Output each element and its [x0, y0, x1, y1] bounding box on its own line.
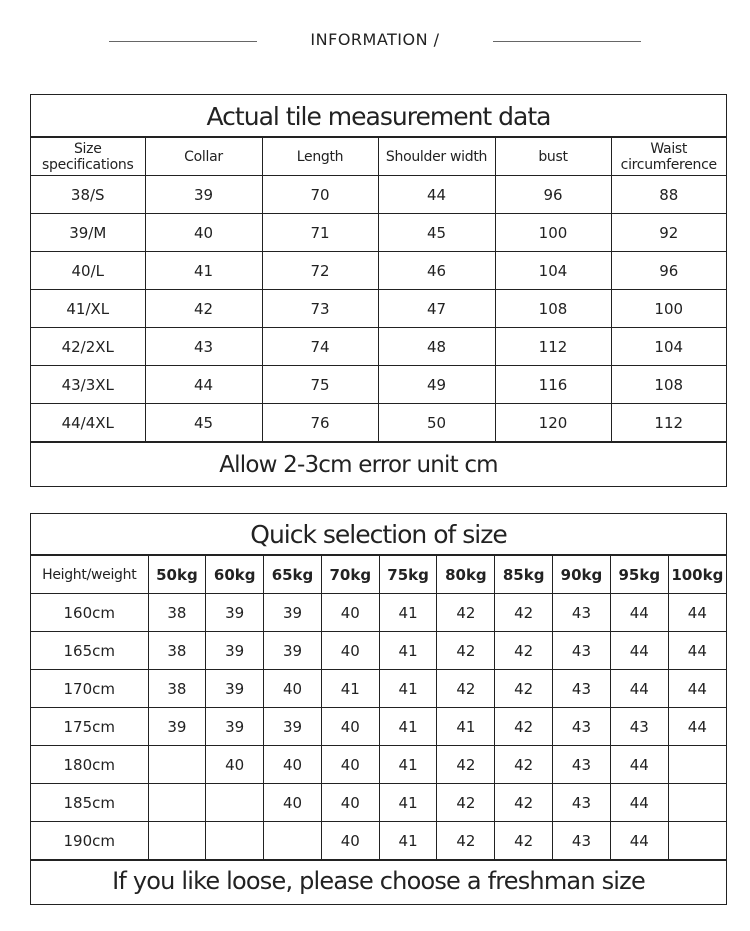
measurement-header-cell	[262, 138, 378, 176]
size-label-cell: 40/L	[31, 252, 145, 290]
measurement-value-cell: 40	[145, 214, 262, 252]
size-recommendation-cell: 44	[610, 594, 668, 632]
quick-selection-table	[31, 555, 726, 860]
size-recommendation-cell	[668, 822, 726, 860]
size-recommendation-cell: 40	[321, 746, 379, 784]
measurement-row	[31, 328, 726, 366]
size-recommendation-cell: 41	[379, 594, 437, 632]
size-recommendation-cell: 39	[206, 594, 264, 632]
size-recommendation-cell	[206, 822, 264, 860]
size-recommendation-cell	[668, 746, 726, 784]
measurement-value-cell: 112	[611, 404, 726, 442]
measurement-value-cell: 108	[495, 290, 611, 328]
size-label-cell: 44/4XL	[31, 404, 145, 442]
size-recommendation-cell: 39	[148, 708, 206, 746]
size-recommendation-cell: 44	[668, 708, 726, 746]
size-recommendation-cell: 43	[553, 822, 611, 860]
height-label-cell: 190cm	[31, 822, 148, 860]
weight-header-cell: 100kg	[668, 556, 726, 594]
size-recommendation-cell: 43	[553, 670, 611, 708]
section-heading: INFORMATION /	[310, 30, 440, 49]
measurement-value-cell: 48	[378, 328, 495, 366]
size-recommendation-cell	[148, 822, 206, 860]
size-recommendation-cell	[264, 822, 322, 860]
header-right-divider	[493, 41, 641, 42]
quick-selection-row	[31, 708, 726, 746]
size-recommendation-cell: 43	[553, 632, 611, 670]
size-recommendation-cell: 40	[264, 784, 322, 822]
measurement-row	[31, 176, 726, 214]
size-recommendation-cell: 40	[321, 632, 379, 670]
height-label-cell: 160cm	[31, 594, 148, 632]
quick-selection-row	[31, 784, 726, 822]
size-recommendation-cell: 38	[148, 594, 206, 632]
size-recommendation-cell: 43	[553, 784, 611, 822]
measurement-header-text: circumference	[620, 156, 717, 173]
weight-header-cell: 65kg	[264, 556, 322, 594]
measurement-value-cell: 45	[378, 214, 495, 252]
size-recommendation-cell: 40	[321, 708, 379, 746]
height-label-cell: 185cm	[31, 784, 148, 822]
size-label-cell: 42/2XL	[31, 328, 145, 366]
measurement-value-cell: 44	[145, 366, 262, 404]
size-recommendation-cell: 39	[206, 708, 264, 746]
measurement-title: Actual tile measurement data	[31, 95, 726, 137]
size-recommendation-cell: 44	[610, 784, 668, 822]
measurement-row	[31, 290, 726, 328]
measurement-table	[31, 137, 726, 442]
size-recommendation-cell: 44	[668, 670, 726, 708]
measurement-value-cell: 92	[611, 214, 726, 252]
size-recommendation-cell: 42	[437, 822, 495, 860]
size-recommendation-cell: 38	[148, 632, 206, 670]
size-recommendation-cell: 40	[321, 784, 379, 822]
measurement-value-cell: 88	[611, 176, 726, 214]
size-recommendation-cell: 39	[206, 670, 264, 708]
measurement-value-cell: 108	[611, 366, 726, 404]
height-label-cell: 180cm	[31, 746, 148, 784]
measurement-value-cell: 76	[262, 404, 378, 442]
size-recommendation-cell: 42	[495, 708, 553, 746]
height-weight-corner-cell: Height/weight	[31, 556, 148, 594]
quick-selection-row	[31, 822, 726, 860]
measurement-value-cell: 39	[145, 176, 262, 214]
measurement-value-cell: 49	[378, 366, 495, 404]
measurement-panel	[30, 94, 727, 487]
size-recommendation-cell: 42	[495, 746, 553, 784]
weight-header-cell: 80kg	[437, 556, 495, 594]
size-recommendation-cell: 39	[206, 632, 264, 670]
size-recommendation-cell	[148, 784, 206, 822]
size-recommendation-cell: 42	[495, 822, 553, 860]
size-recommendation-cell: 42	[495, 670, 553, 708]
measurement-value-cell: 42	[145, 290, 262, 328]
size-recommendation-cell: 44	[668, 594, 726, 632]
measurement-value-cell: 45	[145, 404, 262, 442]
size-recommendation-cell: 40	[321, 822, 379, 860]
weight-header-cell: 75kg	[379, 556, 437, 594]
measurement-value-cell: 72	[262, 252, 378, 290]
measurement-value-cell: 104	[495, 252, 611, 290]
size-recommendation-cell: 44	[610, 746, 668, 784]
measurement-header-text: Shoulder width	[385, 148, 488, 165]
size-recommendation-cell: 44	[610, 632, 668, 670]
size-recommendation-cell: 44	[668, 632, 726, 670]
quick-selection-panel	[30, 513, 727, 905]
size-recommendation-cell: 41	[379, 784, 437, 822]
measurement-value-cell: 43	[145, 328, 262, 366]
weight-header-cell: 50kg	[148, 556, 206, 594]
measurement-value-cell: 100	[495, 214, 611, 252]
size-recommendation-cell: 41	[379, 822, 437, 860]
size-label-cell: 38/S	[31, 176, 145, 214]
size-recommendation-cell: 42	[495, 632, 553, 670]
header-left-divider	[109, 41, 257, 42]
size-recommendation-cell: 42	[495, 594, 553, 632]
measurement-value-cell: 120	[495, 404, 611, 442]
measurement-value-cell: 74	[262, 328, 378, 366]
measurement-header-cell	[495, 138, 611, 176]
size-recommendation-cell: 39	[264, 594, 322, 632]
quick-selection-row	[31, 594, 726, 632]
measurement-header-text: Collar	[184, 148, 223, 165]
measurement-header-text: Size	[73, 140, 102, 157]
measurement-footer-note: Allow 2-3cm error unit cm	[31, 442, 726, 485]
quick-selection-footer-note: If you like loose, please choose a freshman size	[31, 860, 726, 901]
measurement-header-text: specifications	[42, 156, 134, 173]
measurement-value-cell: 47	[378, 290, 495, 328]
weight-header-cell: 85kg	[495, 556, 553, 594]
measurement-row	[31, 214, 726, 252]
size-recommendation-cell: 42	[437, 746, 495, 784]
measurement-header-cell	[145, 138, 262, 176]
size-label-cell: 39/M	[31, 214, 145, 252]
size-recommendation-cell: 40	[264, 746, 322, 784]
size-recommendation-cell: 41	[321, 670, 379, 708]
quick-selection-row	[31, 632, 726, 670]
size-recommendation-cell: 43	[553, 746, 611, 784]
measurement-value-cell: 41	[145, 252, 262, 290]
weight-header-cell: 95kg	[610, 556, 668, 594]
height-label-cell: 165cm	[31, 632, 148, 670]
measurement-header-cell	[31, 138, 145, 176]
size-recommendation-cell: 42	[437, 632, 495, 670]
measurement-row	[31, 366, 726, 404]
size-recommendation-cell: 38	[148, 670, 206, 708]
height-label-cell: 175cm	[31, 708, 148, 746]
measurement-value-cell: 44	[378, 176, 495, 214]
quick-selection-row	[31, 746, 726, 784]
measurement-value-cell: 96	[611, 252, 726, 290]
size-recommendation-cell	[206, 784, 264, 822]
measurement-value-cell: 71	[262, 214, 378, 252]
measurement-row	[31, 404, 726, 442]
weight-header-cell: 90kg	[553, 556, 611, 594]
size-recommendation-cell: 39	[264, 632, 322, 670]
size-recommendation-cell: 41	[379, 632, 437, 670]
size-recommendation-cell: 40	[321, 594, 379, 632]
size-recommendation-cell: 44	[610, 822, 668, 860]
size-recommendation-cell: 44	[610, 670, 668, 708]
size-recommendation-cell: 42	[495, 784, 553, 822]
size-recommendation-cell: 40	[264, 670, 322, 708]
measurement-header-cell	[611, 138, 726, 176]
measurement-header-cell	[378, 138, 495, 176]
measurement-row	[31, 252, 726, 290]
size-recommendation-cell: 41	[437, 708, 495, 746]
height-label-cell: 170cm	[31, 670, 148, 708]
size-recommendation-cell: 39	[264, 708, 322, 746]
size-recommendation-cell	[668, 784, 726, 822]
size-label-cell: 41/XL	[31, 290, 145, 328]
measurement-header-text: Waist	[650, 140, 688, 157]
weight-header-cell: 70kg	[321, 556, 379, 594]
measurement-value-cell: 112	[495, 328, 611, 366]
measurement-value-cell: 70	[262, 176, 378, 214]
size-recommendation-cell: 42	[437, 594, 495, 632]
size-recommendation-cell	[148, 746, 206, 784]
measurement-header-text: bust	[538, 148, 568, 165]
size-recommendation-cell: 41	[379, 708, 437, 746]
quick-selection-row	[31, 670, 726, 708]
measurement-value-cell: 50	[378, 404, 495, 442]
quick-selection-title: Quick selection of size	[31, 514, 726, 555]
measurement-value-cell: 100	[611, 290, 726, 328]
size-recommendation-cell: 43	[610, 708, 668, 746]
size-recommendation-cell: 41	[379, 746, 437, 784]
measurement-value-cell: 46	[378, 252, 495, 290]
size-label-cell: 43/3XL	[31, 366, 145, 404]
measurement-value-cell: 104	[611, 328, 726, 366]
measurement-value-cell: 73	[262, 290, 378, 328]
measurement-value-cell: 116	[495, 366, 611, 404]
weight-header-cell: 60kg	[206, 556, 264, 594]
size-recommendation-cell: 43	[553, 708, 611, 746]
measurement-header-text: Length	[296, 148, 344, 165]
size-recommendation-cell: 40	[206, 746, 264, 784]
measurement-value-cell: 96	[495, 176, 611, 214]
size-recommendation-cell: 41	[379, 670, 437, 708]
size-recommendation-cell: 43	[553, 594, 611, 632]
size-recommendation-cell: 42	[437, 670, 495, 708]
measurement-value-cell: 75	[262, 366, 378, 404]
size-recommendation-cell: 42	[437, 784, 495, 822]
